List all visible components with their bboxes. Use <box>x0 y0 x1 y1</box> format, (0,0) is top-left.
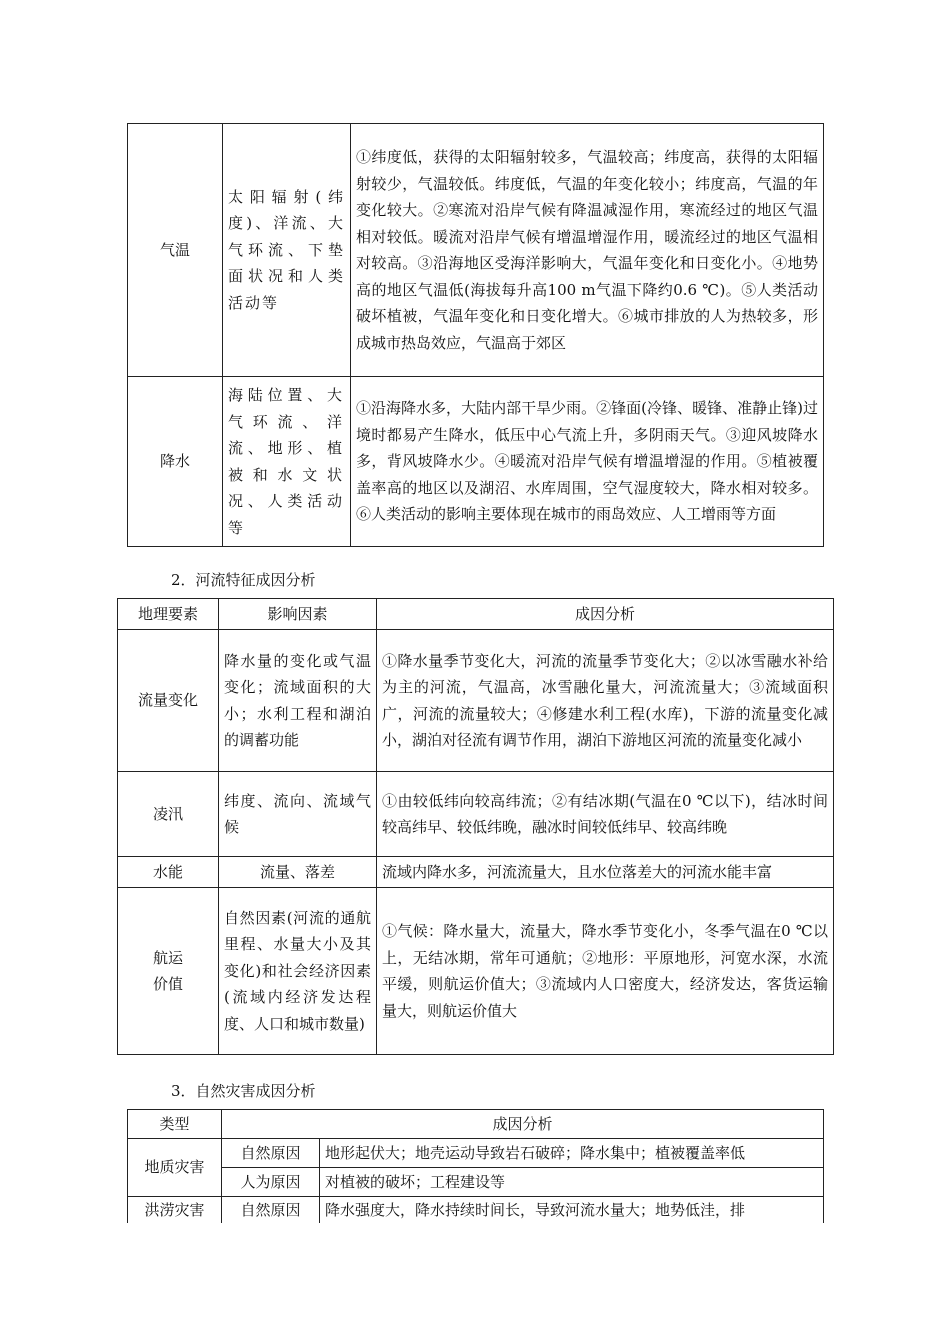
analysis-cell: ①沿海降水多，大陆内部干旱少雨。②锋面(冷锋、暖锋、准静止锋)过境时都易产生降水，低压中心气流上升，多阴雨天气。③迎风坡降水多，背风坡降水少。④暖流对沿岸气候有增温增湿的作用。⑤植被覆盖率高的地区以及湖沼、水库周围，空气湿度较大，降水相对较多。⑥人类活动的影响主要体现在城市的雨岛效应、人工增雨等方面 <box>351 377 824 547</box>
element-cell: 水能 <box>118 857 219 888</box>
element-cell: 气温 <box>128 124 223 377</box>
table-row <box>118 630 834 772</box>
column-header: 成因分析 <box>377 599 834 630</box>
analysis-cell: ①由较低纬向较高纬流；②有结冰期(气温在0 ℃以下)，结冰时间较高纬早、较低纬晚，融冰时间较低纬早、较高纬晚 <box>377 772 834 857</box>
analysis-cell: 对植被的破坏；工程建设等 <box>320 1168 824 1197</box>
column-header: 类型 <box>128 1110 222 1139</box>
factors-cell: 太阳辐射(纬度)、洋流、大气环流、下垫面状况和人类活动等 <box>223 124 351 377</box>
column-header: 地理要素 <box>118 599 219 630</box>
analysis-cell: ①气候：降水量大，流量大，降水季节变化小，冬季气温在0 ℃以上，无结冰期，常年可通航；②地形：平原地形，河宽水深，水流平缓，则航运价值大；③流域内人口密度大，经济发达，客货运输量大，则航运价值大 <box>377 888 834 1055</box>
table-row <box>118 888 834 1055</box>
type-cell: 地质灾害 <box>128 1139 222 1197</box>
section-heading: 3．自然灾害成因分析 <box>171 1082 316 1100</box>
cause-cell: 自然原因 <box>222 1139 320 1168</box>
header-row <box>128 1110 824 1139</box>
type-cell: 洪涝灾害 <box>128 1197 222 1224</box>
table-row <box>128 377 824 547</box>
header-row <box>118 599 834 630</box>
disaster-causes-table <box>127 1109 824 1223</box>
table-row <box>128 1197 824 1224</box>
table-row <box>118 857 834 888</box>
table-row <box>118 772 834 857</box>
analysis-cell: 流域内降水多，河流流量大，且水位落差大的河流水能丰富 <box>377 857 834 888</box>
table-row <box>128 1139 824 1168</box>
cause-cell: 人为原因 <box>222 1168 320 1197</box>
factors-cell: 流量、落差 <box>219 857 377 888</box>
analysis-cell: 地形起伏大；地壳运动导致岩石破碎；降水集中；植被覆盖率低 <box>320 1139 824 1168</box>
factors-cell: 海陆位置、大气环流、洋流、地形、植被和水文状况、人类活动等 <box>223 377 351 547</box>
analysis-cell: 降水强度大，降水持续时间长，导致河流水量大；地势低洼，排 <box>320 1197 824 1224</box>
element-cell: 流量变化 <box>118 630 219 772</box>
table-row <box>128 1168 824 1197</box>
column-header: 影响因素 <box>219 599 377 630</box>
river-features-table <box>117 598 834 1055</box>
cause-cell: 自然原因 <box>222 1197 320 1224</box>
table-row <box>128 124 824 377</box>
section-heading: 2．河流特征成因分析 <box>171 571 316 589</box>
element-cell: 降水 <box>128 377 223 547</box>
factors-cell: 降水量的变化或气温变化；流域面积的大小；水利工程和湖泊的调蓄功能 <box>219 630 377 772</box>
analysis-cell: ①纬度低，获得的太阳辐射较多，气温较高；纬度高，获得的太阳辐射较少，气温较低。纬度低，气温的年变化较小；纬度高，气温的年变化较大。②寒流对沿岸气候有降温减湿作用，寒流经过的地区气温相对较低。暖流对沿岸气候有增温增湿作用，暖流经过的地区气温相对较高。③沿海地区受海洋影响大，气温年变化和日变化小。④地势高的地区气温低(海拔每升高100 m气温下降约0.6 ℃)。⑤人类活动破坏植被，气温年变化和日变化增大。⑥城市排放的人为热较多，形成城市热岛效应，气温高于郊区 <box>351 124 824 377</box>
column-header: 成因分析 <box>222 1110 824 1139</box>
factors-cell: 自然因素(河流的通航里程、水量大小及其变化)和社会经济因素(流域内经济发达程度、人口和城市数量) <box>219 888 377 1055</box>
factors-cell: 纬度、流向、流域气候 <box>219 772 377 857</box>
climate-factors-table <box>127 123 824 547</box>
element-cell: 凌汛 <box>118 772 219 857</box>
analysis-cell: ①降水量季节变化大，河流的流量季节变化大；②以冰雪融水补给为主的河流，气温高，冰雪融化量大，河流流量大；③流域面积广，河流的流量较大；④修建水利工程(水库)，下游的流量变化减小，湖泊对径流有调节作用，湖泊下游地区河流的流量变化减小 <box>377 630 834 772</box>
element-cell: 航运价值 <box>118 888 219 1055</box>
